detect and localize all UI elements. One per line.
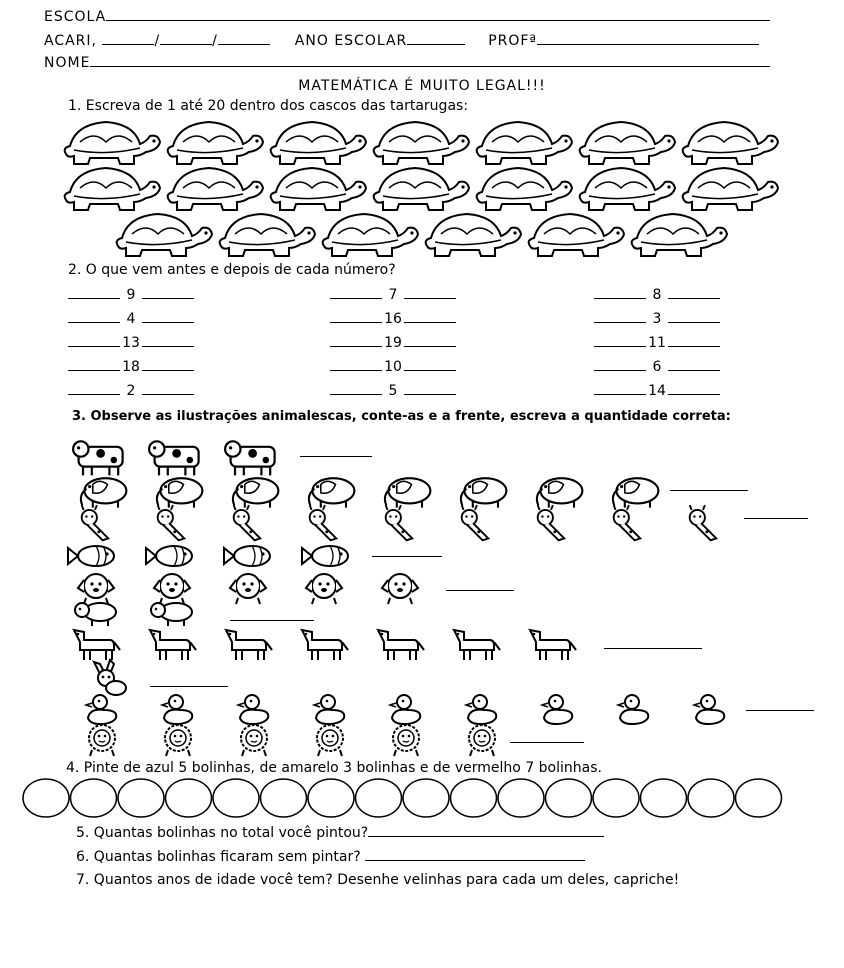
elephant-icon [309,478,355,507]
count-answer-line[interactable] [230,620,314,621]
turtle-icon [271,168,366,210]
paint-circle[interactable] [23,779,69,817]
sequence-number: 13 [122,335,140,351]
after-answer[interactable] [404,334,456,347]
duck-icon [86,695,116,724]
before-answer[interactable] [68,286,120,299]
sequence-item [330,286,456,303]
lion-icon [89,725,115,756]
turtle-icon [632,214,727,256]
sequence-number: 14 [648,383,666,399]
count-answer-line[interactable] [510,742,584,743]
dog-icon [306,574,342,604]
question-2: 2. O que vem antes e depois de cada número? [68,262,396,278]
turtle-icon [374,168,469,210]
duck-icon [314,695,344,724]
sequence-item [594,286,720,303]
sequence-item [68,358,194,375]
sequence-number: 16 [384,311,402,327]
sequence-number: 8 [652,287,662,303]
sequence-item [68,382,194,399]
giraffe-icon [690,505,717,540]
turtle-icon [271,122,366,164]
count-answer-line[interactable] [746,710,814,711]
before-answer[interactable] [68,382,120,395]
sequence-number: 11 [648,335,666,351]
paint-circle[interactable] [451,779,497,817]
count-answer-line[interactable] [670,490,748,491]
after-answer[interactable] [668,334,720,347]
sequence-item [68,310,194,327]
after-answer[interactable] [404,286,456,299]
circle-row [23,779,782,817]
turtle-icon [529,214,624,256]
turtle-icon [117,214,212,256]
fish-icon [302,546,348,566]
question-5 [76,824,604,841]
date-separator: / [212,33,218,49]
paint-circle[interactable] [641,779,687,817]
cow-icon [149,441,199,475]
sequence-item [594,358,720,375]
question-5-answer[interactable] [368,824,604,837]
elephant-icon [537,478,583,507]
paint-circle[interactable] [546,779,592,817]
turtle-icon [374,122,469,164]
cow-icon [225,441,275,475]
sequence-item [330,310,456,327]
sequence-number: 6 [652,359,662,375]
sequence-number: 19 [384,335,402,351]
cow-icon [73,441,123,475]
paint-circle[interactable] [498,779,544,817]
after-answer[interactable] [404,382,456,395]
count-answer-line[interactable] [446,590,514,591]
horse-icon [530,630,576,660]
elephant-icon [613,478,659,507]
before-answer[interactable] [68,358,120,371]
turtle-icon [580,122,675,164]
rabbit-icon [94,660,126,695]
sequence-number: 5 [388,383,398,399]
dog-icon [230,574,266,604]
paint-circle[interactable] [71,779,117,817]
sequence-number: 2 [126,383,136,399]
giraffe-icon [310,505,337,540]
question-6-answer[interactable] [365,848,585,861]
turtle-group [65,122,778,256]
school-label: ESCOLA [44,9,107,25]
paint-circle[interactable] [308,779,354,817]
page-title: MATEMÁTICA É MUITO LEGAL!!! [298,78,546,94]
elephant-icon [461,478,507,507]
question-3: 3. Observe as ilustrações animalescas, conte-as e a frente, escreva a quantidade correta: [72,409,731,424]
giraffe-icon [386,505,413,540]
after-answer[interactable] [142,286,194,299]
date-separator: / [154,33,161,49]
giraffe-icon [234,505,261,540]
after-answer[interactable] [142,310,194,323]
question-7: 7. Quantos anos de idade você tem? Desenhe velinhas para cada um deles, capriche! [76,872,680,888]
paint-circle[interactable] [403,779,449,817]
paint-circle[interactable] [213,779,259,817]
duck-icon [618,695,648,724]
sequence-number: 3 [652,311,662,327]
count-answer-line[interactable] [744,518,808,519]
horse-icon [150,630,196,660]
lion-icon [469,725,495,756]
duck-icon [162,695,192,724]
before-answer[interactable] [68,310,120,323]
name-label: NOME [44,55,91,71]
giraffe-icon [82,505,109,540]
lion-icon [317,725,343,756]
turtle-icon [477,168,572,210]
grade-label: ANO ESCOLAR [294,33,408,49]
sequence-number: 18 [122,359,140,375]
lion-icon [241,725,267,756]
turtle-icon [168,122,263,164]
after-answer[interactable] [142,382,194,395]
dog-icon [78,574,114,604]
sequence-item [330,334,456,351]
before-answer[interactable] [594,358,646,371]
dog-icon [382,574,418,604]
turtle-icon [683,122,778,164]
count-answer-line[interactable] [300,456,372,457]
paint-circle[interactable] [261,779,307,817]
after-answer[interactable] [142,358,194,371]
animal-rows [68,441,724,756]
sequence-item [68,286,194,303]
city-label: ACARI, [44,33,97,49]
elephant-icon [81,478,126,507]
elephant-icon [385,478,431,507]
paint-circle[interactable] [736,779,782,817]
before-answer[interactable] [330,310,382,323]
before-answer[interactable] [68,334,120,347]
giraffe-icon [462,505,489,540]
sequence-number: 10 [384,359,402,375]
after-answer[interactable] [668,286,720,299]
question-6-text: 6. Quantas bolinhas ficaram sem pintar? [76,849,361,865]
before-answer[interactable] [594,286,646,299]
before-answer[interactable] [594,334,646,347]
giraffe-icon [158,505,185,540]
after-answer[interactable] [668,310,720,323]
turtle-icon [323,214,418,256]
sequence-item [68,334,194,351]
dog-icon [154,574,190,604]
turtle-icon [426,214,521,256]
after-answer[interactable] [668,358,720,371]
teacher-label: PROFª [488,33,538,49]
turtle-icon [168,168,263,210]
turtle-icon [580,168,675,210]
duck-icon [390,695,420,724]
horse-icon [378,630,424,660]
question-4: 4. Pinte de azul 5 bolinhas, de amarelo 3 bolinhas e de vermelho 7 bolinhas. [66,760,602,776]
count-answer-line[interactable] [372,556,442,557]
paint-circle[interactable] [593,779,639,817]
question-1: 1. Escreva de 1 até 20 dentro dos cascos das tartarugas: [68,98,469,114]
lion-icon [165,725,191,756]
before-answer[interactable] [594,310,646,323]
horse-icon [302,630,348,660]
before-answer[interactable] [330,382,382,395]
duck-icon [466,695,496,724]
sheep-icon [151,603,192,626]
question-5-text: 5. Quantas bolinhas no total você pintou? [76,825,369,841]
turtle-icon [477,122,572,164]
sequence-number: 7 [388,287,398,303]
sequence-item [594,310,720,327]
paint-circle[interactable] [118,779,164,817]
sequence-item [330,358,456,375]
lion-icon [393,725,419,756]
count-answer-line[interactable] [150,686,228,687]
before-answer[interactable] [330,334,382,347]
before-answer[interactable] [330,286,382,299]
horse-icon [226,630,272,660]
fish-icon [224,546,270,566]
elephant-icon [157,478,203,507]
sheep-icon [75,603,116,626]
question-6 [76,848,585,865]
paint-circle[interactable] [688,779,734,817]
sequence-number: 9 [126,287,136,303]
duck-icon [542,695,572,724]
paint-circle[interactable] [356,779,402,817]
after-answer[interactable] [404,358,456,371]
duck-icon [694,695,724,724]
paint-circle[interactable] [166,779,212,817]
fish-icon [146,546,192,566]
before-answer[interactable] [330,358,382,371]
turtle-icon [683,168,778,210]
turtle-icon [220,214,315,256]
giraffe-icon [614,505,641,540]
turtle-icon [65,168,160,210]
fish-icon [68,546,114,566]
sequence-item [330,382,456,399]
after-answer[interactable] [142,334,194,347]
after-answer[interactable] [668,382,720,395]
count-answer-line[interactable] [604,648,702,649]
giraffe-icon [538,505,565,540]
before-answer[interactable] [594,382,646,395]
elephant-icon [233,478,279,507]
duck-icon [238,695,268,724]
horse-icon [74,630,120,660]
sequence-number: 4 [126,311,136,327]
turtle-icon [65,122,160,164]
after-answer[interactable] [404,310,456,323]
sequence-item [594,382,720,399]
sequence-item [594,334,720,351]
horse-icon [454,630,500,660]
